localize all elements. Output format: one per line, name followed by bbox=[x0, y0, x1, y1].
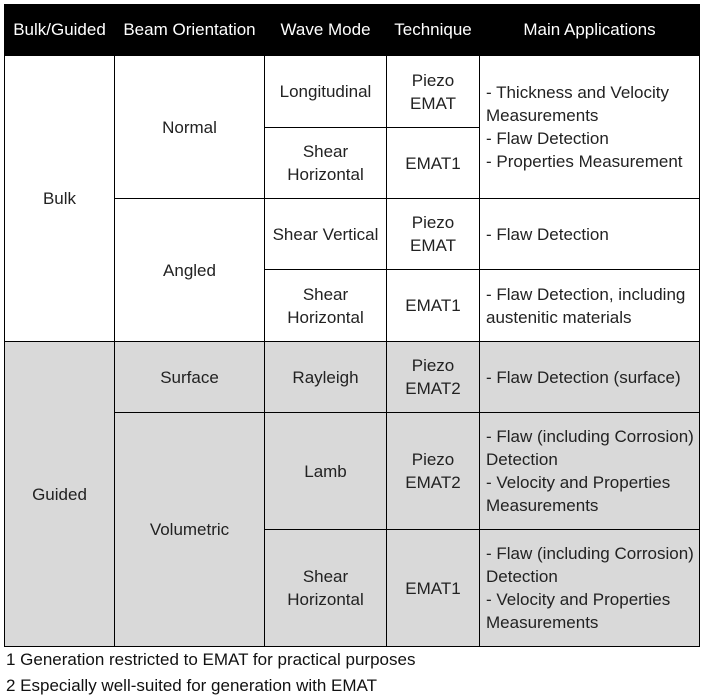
header-wave-mode: Wave Mode bbox=[265, 5, 387, 56]
technique-cell: EMAT1 bbox=[387, 128, 480, 199]
technique-line: EMAT2 bbox=[405, 379, 461, 398]
wave-mode-cell: Shear Horizontal bbox=[265, 128, 387, 199]
applications-cell: - Flaw Detection (surface) bbox=[480, 342, 700, 413]
application-line: - Flaw Detection bbox=[486, 129, 609, 148]
technique-line: EMAT bbox=[410, 236, 456, 255]
wave-mode-cell: Shear Horizontal bbox=[265, 270, 387, 342]
header-bulk-guided: Bulk/Guided bbox=[5, 5, 115, 56]
technique-line: EMAT2 bbox=[405, 473, 461, 492]
orientation-volumetric-cell: Volumetric bbox=[115, 413, 265, 647]
application-line: - Flaw (including Corrosion) Detection bbox=[486, 427, 694, 469]
table-row bbox=[5, 56, 700, 128]
header-technique: Technique bbox=[387, 5, 480, 56]
applications-cell: - Flaw Detection, including austenitic materials bbox=[480, 270, 700, 342]
technique-cell bbox=[387, 413, 480, 530]
technique-cell bbox=[387, 342, 480, 413]
orientation-surface-cell: Surface bbox=[115, 342, 265, 413]
technique-cell bbox=[387, 56, 480, 128]
application-line: - Velocity and Properties Measurements bbox=[486, 473, 671, 515]
technique-line: Piezo bbox=[411, 70, 455, 90]
technique-line: EMAT bbox=[410, 93, 456, 113]
wave-mode-cell: Longitudinal bbox=[265, 56, 387, 128]
header-main-applications: Main Applications bbox=[480, 5, 700, 56]
technique-line: Piezo bbox=[411, 213, 455, 232]
wave-mode-cell: Shear Vertical bbox=[265, 199, 387, 270]
orientation-angled-cell: Angled bbox=[115, 199, 265, 342]
application-line: - Thickness and Velocity Measurements bbox=[486, 83, 669, 125]
ultrasonic-wave-modes-table bbox=[4, 4, 700, 647]
footnote-2: 2 Especially well-suited for generation with EMAT bbox=[6, 676, 378, 695]
application-line: - Properties Measurement bbox=[486, 152, 683, 171]
applications-normal-cell bbox=[480, 56, 700, 199]
applications-cell bbox=[480, 530, 700, 647]
table-row bbox=[5, 342, 700, 413]
orientation-normal-cell: Normal bbox=[115, 56, 265, 199]
group-guided-cell: Guided bbox=[5, 342, 115, 647]
application-line: - Velocity and Properties Measurements bbox=[486, 590, 671, 632]
technique-line: Piezo bbox=[411, 450, 455, 469]
technique-cell: EMAT1 bbox=[387, 270, 480, 342]
footnote-1: 1 Generation restricted to EMAT for practical purposes bbox=[6, 650, 416, 669]
header-row bbox=[5, 5, 700, 56]
wave-mode-cell: Rayleigh bbox=[265, 342, 387, 413]
technique-cell: EMAT1 bbox=[387, 530, 480, 647]
technique-cell bbox=[387, 199, 480, 270]
wave-mode-cell: Lamb bbox=[265, 413, 387, 530]
wave-mode-cell: Shear Horizontal bbox=[265, 530, 387, 647]
applications-cell bbox=[480, 413, 700, 530]
header-beam-orientation: Beam Orientation bbox=[115, 5, 265, 56]
group-bulk-cell: Bulk bbox=[5, 56, 115, 342]
technique-line: Piezo bbox=[411, 356, 455, 375]
application-line: - Flaw (including Corrosion) Detection bbox=[486, 544, 694, 586]
applications-cell: - Flaw Detection bbox=[480, 199, 700, 270]
